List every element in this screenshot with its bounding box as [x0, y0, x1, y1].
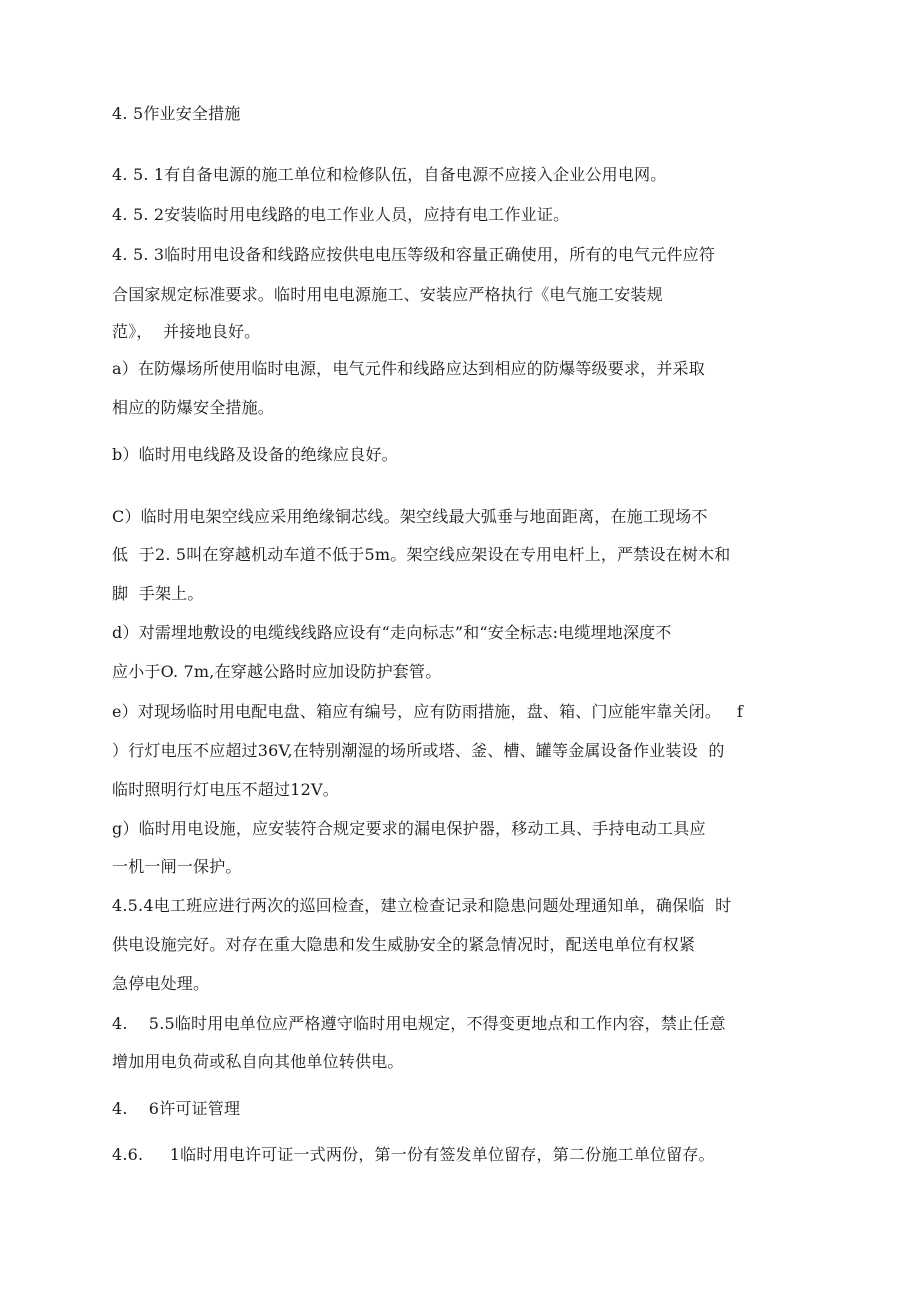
text-line: e）对现场临时用电配电盘、箱应有编号，应有防雨措施，盘、箱、门应能牢靠关闭。 f	[112, 702, 744, 721]
text-line: 相应的防爆安全措施。	[112, 398, 275, 417]
section-heading-4-5: 4. 5作业安全措施	[112, 104, 241, 123]
text-line: 脚 手架上。	[112, 584, 204, 603]
text-line: 4. 5.5临时用电单位应严格遵守临时用电规定，不得变更地点和工作内容，禁止任意	[112, 1014, 726, 1033]
text-line: a）在防爆场所使用临时电源，电气元件和线路应达到相应的防爆等级要求，并采取	[112, 359, 705, 378]
text-line: 急停电处理。	[112, 974, 210, 993]
text-line: 4. 5. 1有自备电源的施工单位和检修队伍，自备电源不应接入企业公用电网。	[112, 165, 667, 184]
text-line: 4.5.4电工班应进行两次的巡回检查，建立检查记录和隐患问题处理通知单，确保临 时	[112, 896, 732, 915]
text-line: ）行灯电压不应超过36V,在特别潮湿的场所或塔、釜、槽、罐等金属设备作业装设 的	[112, 741, 725, 760]
text-line: C）临时用电架空线应采用绝缘铜芯线。架空线最大弧垂与地面距离，在施工现场不	[112, 507, 708, 526]
text-line: 供电设施完好。对存在重大隐患和发生威胁安全的紧急情况时，配送电单位有权紧	[112, 935, 696, 954]
text-line: 应小于O. 7m,在穿越公路时应加设防护套管。	[112, 662, 442, 681]
text-line: 4. 5. 2安装临时用电线路的电工作业人员，应持有电工作业证。	[112, 205, 570, 224]
text-line: 范》， 并接地良好。	[112, 322, 261, 341]
text-line: 一机一闸一保护。	[112, 857, 242, 876]
section-heading-4-6: 4. 6许可证管理	[112, 1099, 241, 1118]
text-line: g）临时用电设施，应安装符合规定要求的漏电保护器，移动工具、手持电动工具应	[112, 819, 706, 838]
text-line: 增加用电负荷或私自向其他单位转供电。	[112, 1052, 404, 1071]
text-line: 4. 5. 3临时用电设备和线路应按供电电压等级和容量正确使用，所有的电气元件应符	[112, 245, 716, 264]
text-line: d）对需埋地敷设的电缆线线路应设有“走向标志”和“安全标志:电缆埋地深度不	[112, 623, 672, 642]
text-line: 临时照明行灯电压不超过12V。	[112, 780, 339, 799]
text-line: b）临时用电线路及设备的绝缘应良好。	[112, 445, 398, 464]
text-line: 合国家规定标准要求。临时用电电源施工、安装应严格执行《电气施工安装规	[112, 285, 663, 304]
text-line: 4.6. 1临时用电许可证一式两份，第一份有签发单位留存，第二份施工单位留存。	[112, 1145, 715, 1164]
text-line: 低 于2. 5叫在穿越机动车道不低于5m。架空线应架设在专用电杆上，严禁设在树木和	[112, 545, 731, 564]
